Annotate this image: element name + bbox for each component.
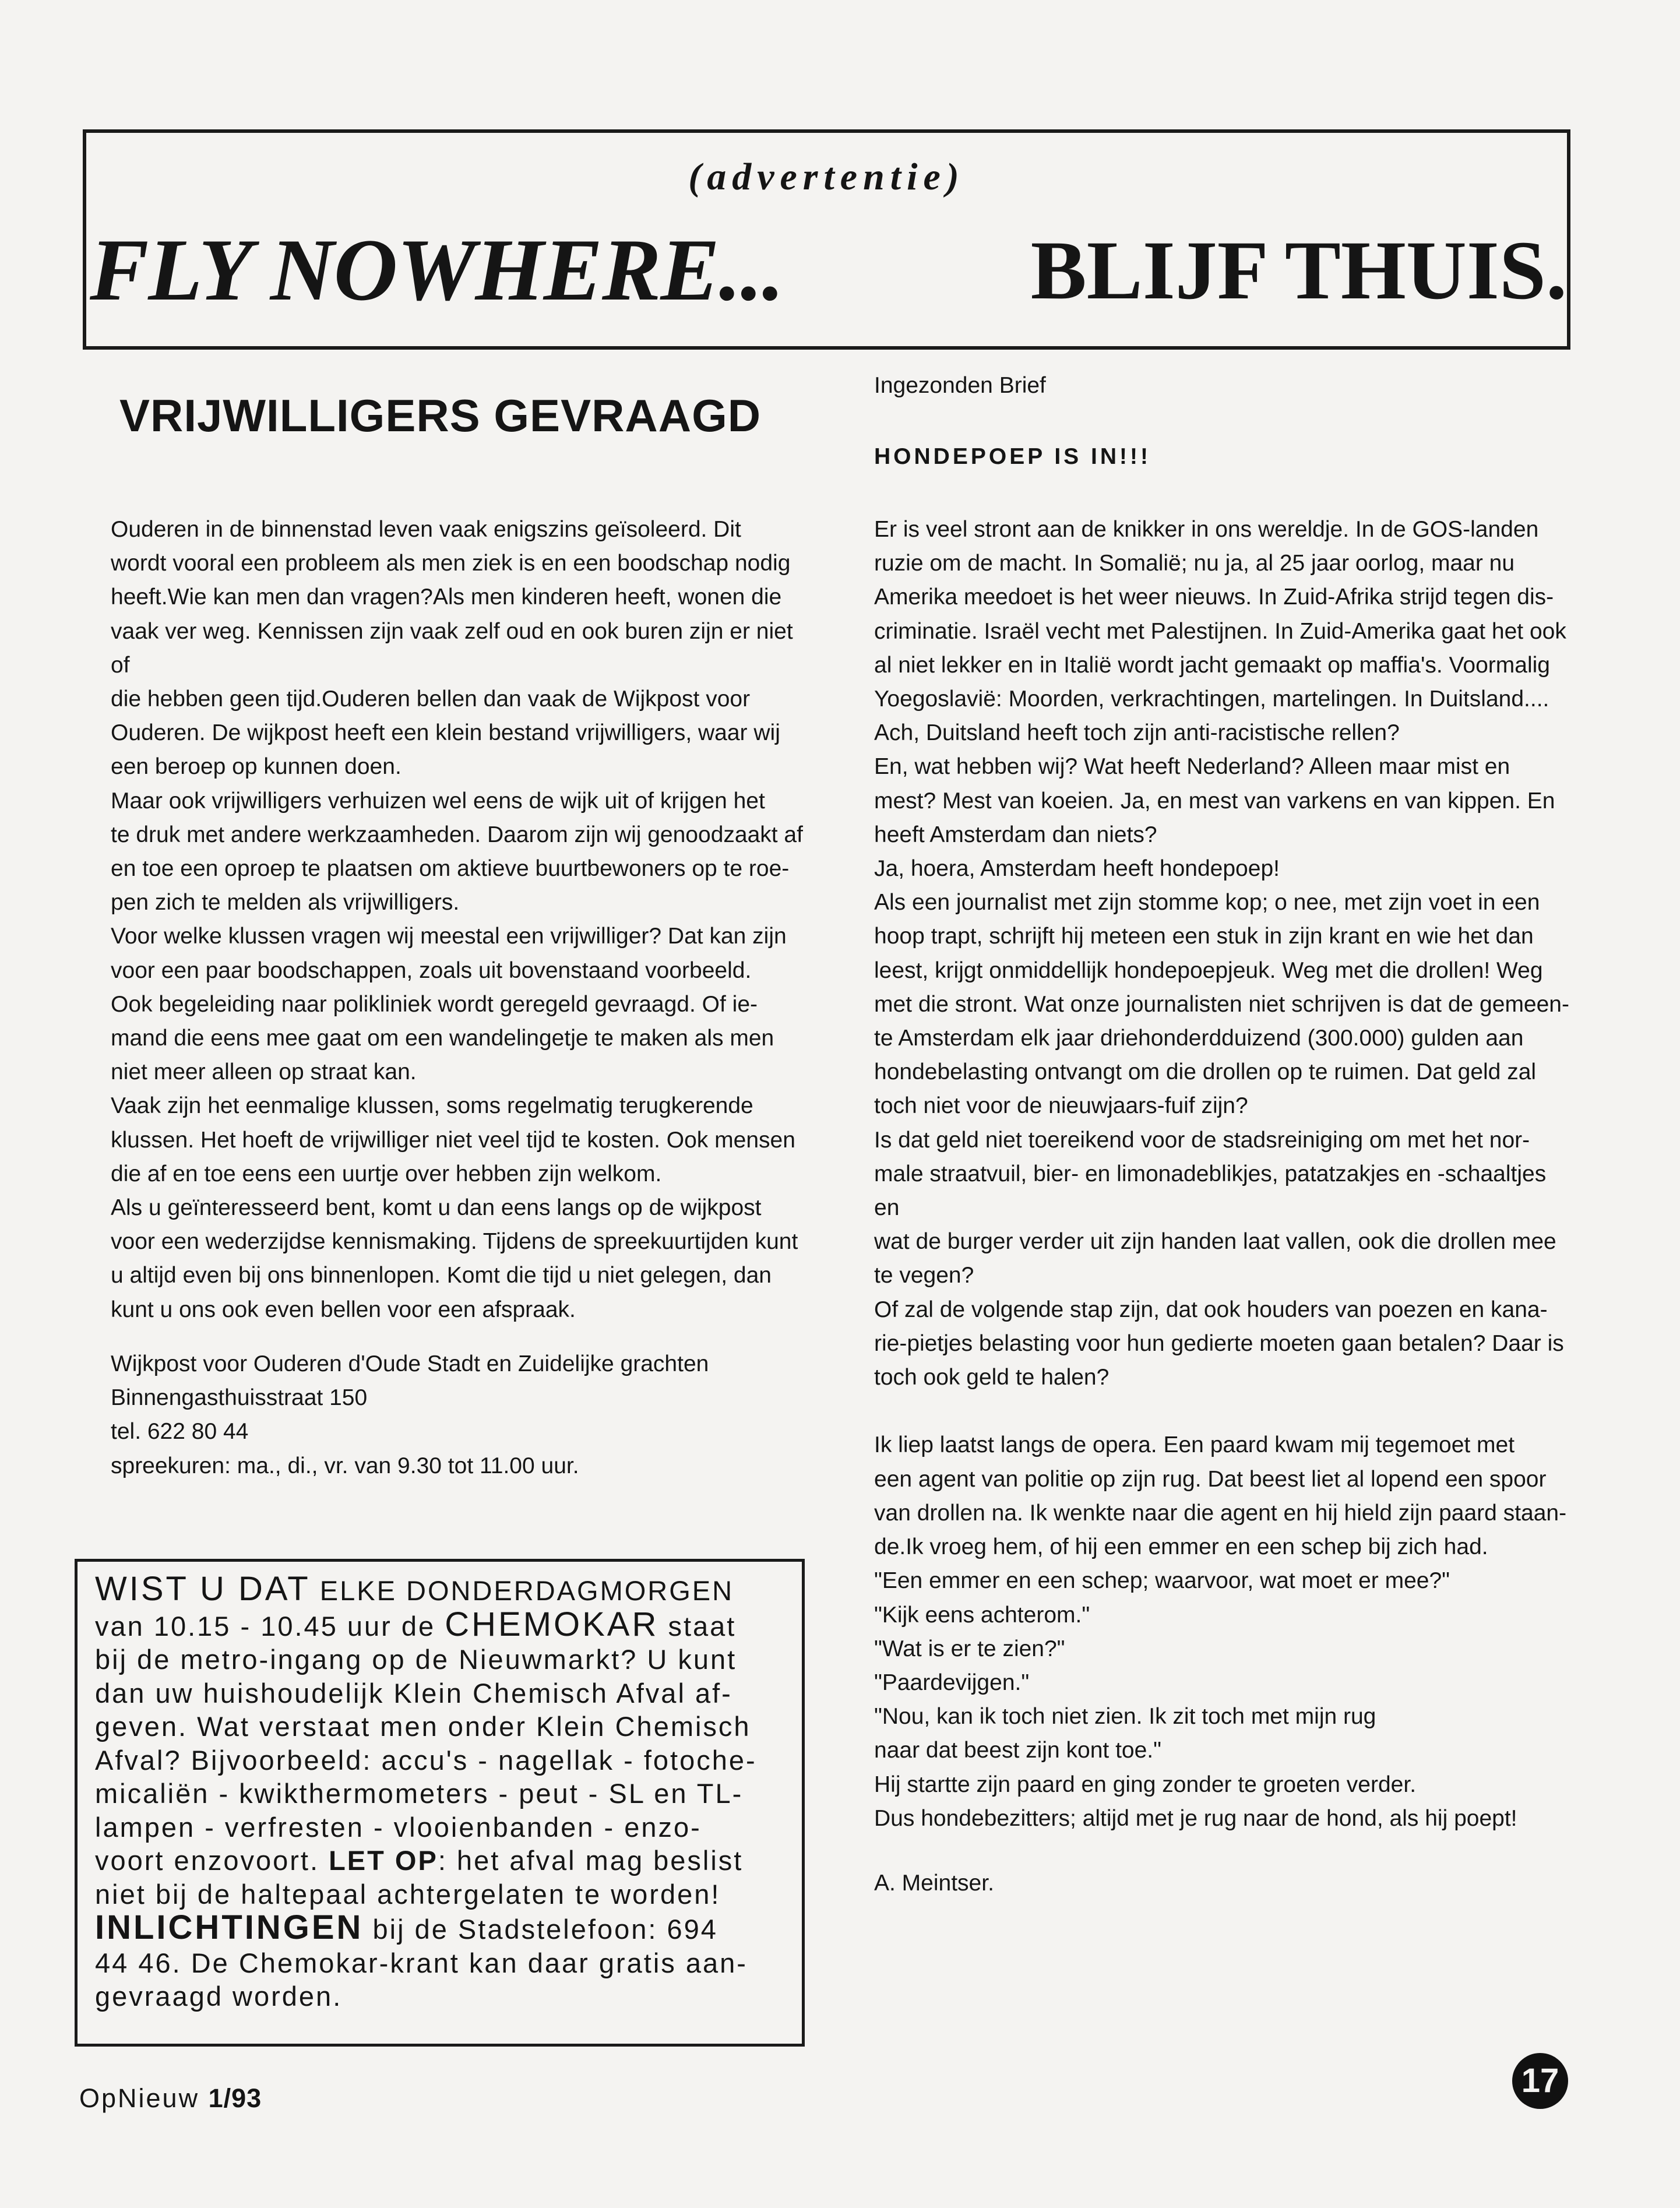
- right-article-body: [874, 513, 1573, 1836]
- address-line: Binnengasthuisstraat 150: [111, 1385, 368, 1411]
- body-line: vaak ver weg. Kennissen zijn vaak zelf oud en ook buren zijn er niet of: [111, 618, 793, 678]
- address-line: Wijkpost voor Ouderen d'Oude Stadt en Zuidelijke grachten: [111, 1351, 709, 1376]
- body-line: Dus hondebezitters; altijd met je rug naar de hond, als hij poept!: [874, 1805, 1517, 1831]
- body-line: van drollen na. Ik wenkte naar die agent en hij hield zijn paard staan-: [874, 1500, 1567, 1526]
- info-text: van 10.15 - 10.45 uur de: [95, 1610, 436, 1642]
- page-number-badge: 17: [1512, 2053, 1568, 2109]
- body-line: Ouderen in de binnenstad leven vaak enigszins geïsoleerd. Dit: [111, 517, 741, 542]
- body-line: male straatvuil, bier- en limonadeblikjes, patatzakjes en -schaaltjes en: [874, 1161, 1547, 1221]
- body-line: Amerika meedoet is het weer nieuws. In Zuid-Afrika strijd tegen dis-: [874, 584, 1554, 610]
- info-text: lampen - verfresten - vlooienbanden - enzo-: [95, 1811, 702, 1843]
- info-text: dan uw huishoudelijk Klein Chemisch Afval af-: [95, 1677, 732, 1709]
- body-line: Ook begeleiding naar polikliniek wordt geregeld gevraagd. Of ie-: [111, 991, 758, 1017]
- body-line: mand die eens mee gaat om een wandelingetje te maken als men: [111, 1026, 774, 1051]
- body-line: te druk met andere werkzaamheden. Daarom zijn wij genoodzaakt af: [111, 822, 803, 847]
- body-line: kunt u ons ook even bellen voor een afspraak.: [111, 1297, 576, 1322]
- ad-slogan-left: FLY NOWHERE...: [90, 221, 784, 319]
- body-line: Voor welke klussen vragen wij meestal een vrijwilliger? Dat kan zijn: [111, 924, 787, 949]
- body-line: al niet lekker en in Italië wordt jacht gemaakt op maffia's. Voormalig: [874, 652, 1550, 678]
- body-line: hoop trapt, schrijft hij meteen een stuk in zijn krant en wie het dan: [874, 924, 1534, 949]
- body-line: Er is veel stront aan de knikker in ons wereldje. In de GOS-landen: [874, 517, 1539, 542]
- body-line: te vegen?: [874, 1263, 974, 1288]
- info-text: 44 46. De Chemokar-krant kan daar gratis aan-: [95, 1947, 748, 1978]
- body-line: Vaak zijn het eenmalige klussen, soms regelmatig terugkerende: [111, 1093, 753, 1119]
- address-line: tel. 622 80 44: [111, 1419, 249, 1445]
- info-text: bij de Stadstelefoon: 694: [372, 1914, 718, 1945]
- info-text: gevraagd worden.: [95, 1981, 343, 2012]
- issue-number: 1/93: [208, 2083, 262, 2113]
- info-text: : het afval mag beslist: [438, 1845, 744, 1876]
- info-text: micaliën - kwikthermometers - peut - SL en TL-: [95, 1778, 744, 1809]
- chemokar-name: CHEMOKAR: [445, 1605, 659, 1643]
- info-lead-rest: ELKE DONDERDAGMORGEN: [319, 1575, 734, 1606]
- body-line: Als een journalist met zijn stomme kop; o nee, met zijn voet in een: [874, 890, 1540, 915]
- wijkpost-address: [111, 1347, 709, 1483]
- body-line: "Paardevijgen.": [874, 1670, 1030, 1695]
- body-line: Maar ook vrijwilligers verhuizen wel eens de wijk uit of krijgen het: [111, 788, 765, 814]
- body-line: klussen. Het hoeft de vrijwilliger niet veel tijd te kosten. Ook mensen: [111, 1127, 795, 1153]
- body-line: die hebben geen tijd.Ouderen bellen dan vaak de Wijkpost voor: [111, 686, 751, 712]
- body-line: pen zich te melden als vrijwilligers.: [111, 890, 460, 915]
- magazine-name: OpNieuw: [79, 2083, 200, 2113]
- info-text: niet bij de haltepaal achtergelaten te worden!: [95, 1878, 721, 1910]
- body-line: naar dat beest zijn kont toe.": [874, 1738, 1161, 1763]
- body-line: voor een paar boodschappen, zoals uit bovenstaand voorbeeld.: [111, 957, 752, 983]
- ad-slogan-right: BLIJF THUIS.: [1030, 224, 1567, 317]
- body-line: Hij startte zijn paard en ging zonder te groeten verder.: [874, 1772, 1417, 1797]
- body-line: Als u geïnteresseerd bent, komt u dan eens langs op de wijkpost: [111, 1195, 762, 1221]
- body-line: u altijd even bij ons binnenlopen. Komt die tijd u niet gelegen, dan: [111, 1263, 772, 1288]
- left-article-body: [111, 513, 810, 1327]
- body-line: mest? Mest van koeien. Ja, en mest van varkens en van kippen. En: [874, 788, 1555, 814]
- body-line: Ach, Duitsland heeft toch zijn anti-racistische rellen?: [874, 720, 1400, 746]
- body-line: leest, krijgt onmiddellijk hondepoepjeuk. Weg met die drollen! Weg: [874, 957, 1543, 983]
- address-line: spreekuren: ma., di., vr. van 9.30 tot 11.00 uur.: [111, 1453, 579, 1478]
- blank-line: [874, 1394, 1573, 1428]
- info-text: staat: [668, 1610, 737, 1642]
- body-line: "Kijk eens achterom.": [874, 1602, 1090, 1628]
- body-line: "Nou, kan ik toch niet zien. Ik zit toch met mijn rug: [874, 1704, 1376, 1730]
- advertisement-box: [83, 129, 1570, 350]
- author-signature: A. Meintser.: [874, 1871, 994, 1896]
- body-line: "Een emmer en een schep; waarvoor, wat moet er mee?": [874, 1568, 1450, 1594]
- ad-label: (advertentie): [688, 156, 965, 198]
- body-line: een beroep op kunnen doen.: [111, 754, 401, 780]
- body-line: Is dat geld niet toereikend voor de stadsreiniging om met het nor-: [874, 1127, 1530, 1153]
- info-text: geven. Wat verstaat men onder Klein Chemisch: [95, 1711, 751, 1742]
- body-line: niet meer alleen op straat kan.: [111, 1059, 417, 1085]
- body-line: met die stront. Wat onze journalisten niet schrijven is dat de gemeen-: [874, 991, 1569, 1017]
- body-line: toch niet voor de nieuwjaars-fuif zijn?: [874, 1093, 1248, 1119]
- info-text: voort enzovoort.: [95, 1845, 320, 1876]
- body-line: criminatie. Israël vecht met Palestijnen. In Zuid-Amerika gaat het ook: [874, 618, 1566, 644]
- body-line: rie-pietjes belasting voor hun gedierte moeten gaan betalen? Daar is: [874, 1330, 1564, 1356]
- body-line: die af en toe eens een uurtje over hebben zijn welkom.: [111, 1161, 662, 1186]
- body-line: hondebelasting ontvangt om die drollen op te ruimen. Dat geld zal: [874, 1059, 1537, 1085]
- info-text: bij de metro-ingang op de Nieuwmarkt? U kunt: [95, 1644, 737, 1675]
- body-line: Yoegoslavië: Moorden, verkrachtingen, martelingen. In Duitsland....: [874, 686, 1549, 712]
- body-line: toch ook geld te halen?: [874, 1365, 1110, 1390]
- body-line: de.Ik vroeg hem, of hij een emmer en een schep bij zich had.: [874, 1534, 1488, 1560]
- info-lead: WIST U DAT: [95, 1570, 311, 1608]
- footer: [79, 2083, 262, 2114]
- body-line: Ik liep laatst langs de opera. Een paard kwam mij tegemoet met: [874, 1432, 1515, 1458]
- body-line: te Amsterdam elk jaar driehonderdduizend (300.000) gulden aan: [874, 1026, 1524, 1051]
- body-line: voor een wederzijdse kennismaking. Tijdens de spreekuurtijden kunt: [111, 1229, 798, 1255]
- body-line: En, wat hebben wij? Wat heeft Nederland? Alleen maar mist en: [874, 754, 1510, 780]
- right-article-title: HONDEPOEP IS IN!!!: [874, 444, 1151, 469]
- body-line: en toe een oproep te plaatsen om aktieve buurtbewoners op te roe-: [111, 856, 790, 882]
- chemokar-info-box: [75, 1559, 805, 2047]
- let-op-label: LET OP: [329, 1845, 438, 1876]
- body-line: wat de burger verder uit zijn handen laat vallen, ook die drollen mee: [874, 1229, 1556, 1255]
- body-line: heeft.Wie kan men dan vragen?Als men kinderen heeft, wonen die: [111, 584, 782, 610]
- info-text: Afval? Bijvoorbeeld: accu's - nagellak - fotoche-: [95, 1744, 757, 1776]
- body-line: Ouderen. De wijkpost heeft een klein bestand vrijwilligers, waar wij: [111, 720, 780, 746]
- body-line: ruzie om de macht. In Somalië; nu ja, al 25 jaar oorlog, maar nu: [874, 551, 1515, 576]
- body-line: een agent van politie op zijn rug. Dat beest liet al lopend een spoor: [874, 1466, 1547, 1492]
- body-line: "Wat is er te zien?": [874, 1636, 1065, 1661]
- inlichtingen-label: INLICHTINGEN: [95, 1908, 364, 1946]
- body-line: wordt vooral een probleem als men ziek is en een boodschap nodig: [111, 551, 791, 576]
- body-line: Of zal de volgende stap zijn, dat ook houders van poezen en kana-: [874, 1297, 1548, 1322]
- body-line: Ja, hoera, Amsterdam heeft hondepoep!: [874, 856, 1280, 882]
- right-article-subhead: Ingezonden Brief: [874, 373, 1046, 398]
- body-line: heeft Amsterdam dan niets?: [874, 822, 1157, 847]
- left-article-title: VRIJWILLIGERS GEVRAAGD: [119, 390, 762, 441]
